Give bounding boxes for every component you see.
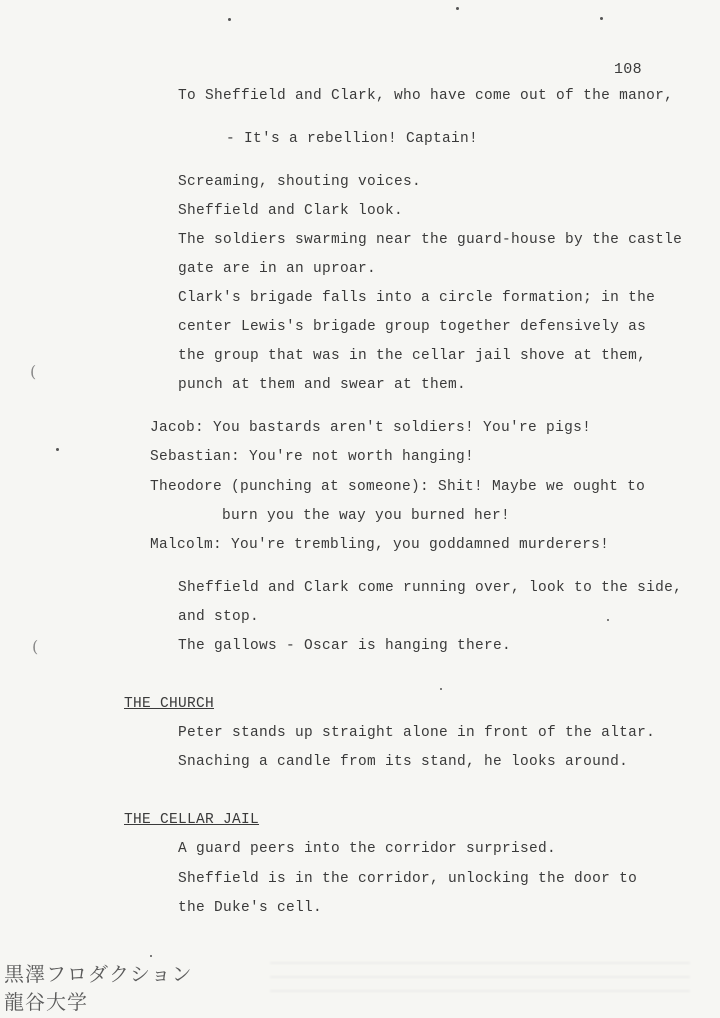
watermark-production: 黒澤フロダクション	[4, 962, 193, 986]
stage-direction-line: Clark's brigade falls into a circle formation; in the	[178, 290, 656, 306]
punch-hole-mark: (	[32, 637, 39, 656]
watermark-university: 龍谷大学	[4, 990, 88, 1014]
stage-direction-line: The gallows - Oscar is hanging there.	[178, 638, 512, 654]
stage-direction-line: and stop.	[178, 609, 260, 625]
shouted-line: - It's a rebellion! Captain!	[226, 131, 479, 147]
dialogue-line-malcolm: Malcolm: You're trembling, you goddamned murderers!	[150, 537, 610, 553]
scene-heading-cellar-jail: THE CELLAR JAIL	[124, 812, 260, 828]
stage-direction-line: gate are in an uproar.	[178, 261, 377, 277]
stage-direction-line: Sheffield and Clark look.	[178, 203, 404, 219]
scene-heading-church: THE CHURCH	[124, 696, 215, 712]
page-number: 108	[614, 61, 642, 78]
paper-speck	[228, 18, 231, 21]
dialogue-line-sebastian: Sebastian: You're not worth hanging!	[150, 449, 475, 465]
punch-hole-mark: (	[30, 362, 37, 381]
stage-direction-line: The soldiers swarming near the guard-house by the castle	[178, 232, 683, 248]
stage-direction-line: Snaching a candle from its stand, he looks around.	[178, 754, 629, 770]
stage-direction-line: Sheffield and Clark come running over, look to the side,	[178, 580, 683, 596]
stage-direction-line: To Sheffield and Clark, who have come out of the manor,	[178, 88, 674, 104]
paper-speck	[56, 448, 59, 451]
dialogue-line-jacob: Jacob: You bastards aren't soldiers! You're pigs!	[150, 420, 592, 436]
stage-direction-line: Peter stands up straight alone in front of the altar.	[178, 725, 656, 741]
stage-direction-line: center Lewis's brigade group together defensively as	[178, 319, 647, 335]
stage-direction-line: the group that was in the cellar jail shove at them,	[178, 348, 647, 364]
stage-direction-line: Sheffield is in the corridor, unlocking the door to	[178, 871, 638, 887]
paper-speck	[600, 17, 603, 20]
bleed-through-text	[270, 962, 690, 1002]
paper-speck	[607, 619, 609, 621]
stage-direction-line: A guard peers into the corridor surprised.	[178, 841, 557, 857]
stage-direction-line: punch at them and swear at them.	[178, 377, 467, 393]
dialogue-line-theodore: Theodore (punching at someone): Shit! Maybe we ought to	[150, 479, 646, 495]
paper-speck	[150, 955, 152, 957]
stage-direction-line: the Duke's cell.	[178, 900, 323, 916]
dialogue-line-theodore-cont: burn you the way you burned her!	[222, 508, 511, 524]
stage-direction-line: Screaming, shouting voices.	[178, 174, 422, 190]
paper-speck	[440, 688, 442, 690]
paper-speck	[456, 7, 459, 10]
